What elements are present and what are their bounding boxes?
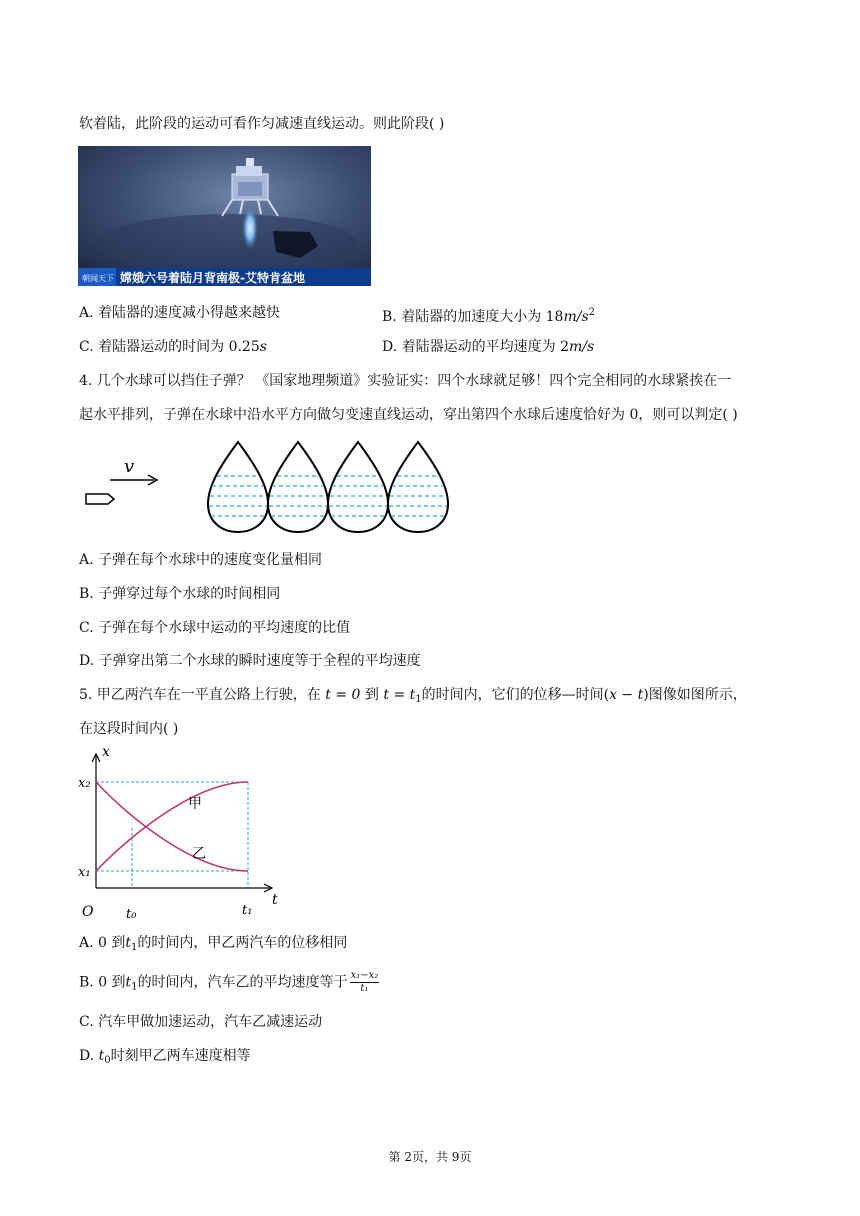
q5-option-d-text1: D.	[79, 1048, 99, 1064]
t1-label: t₁	[242, 903, 253, 918]
q5-option-c: C. 汽车甲做加速运动，汽车乙减速运动	[79, 1014, 323, 1030]
t0-label: t₀	[126, 907, 137, 922]
q4-option-a: A. 子弹在每个水球中的速度变化量相同	[79, 552, 323, 568]
x-axis-label: x	[102, 744, 110, 760]
x1-label: x₁	[78, 865, 91, 880]
q3-option-b	[382, 303, 595, 327]
xt-graph	[74, 742, 284, 922]
bullet-icon	[86, 494, 114, 504]
q5-stem-line2: 在这段时间内( )	[79, 721, 179, 737]
q5-stem-line1	[79, 685, 747, 710]
q3-option-d-unit: m/s	[568, 339, 595, 355]
fraction-denominator: t₁	[360, 983, 369, 994]
fraction-numerator: x₁−x₂	[350, 970, 379, 981]
q5-stem-text-c: 的时间内，它们的位移—时间(	[421, 687, 610, 703]
q5-option-b-sub: 1	[131, 981, 138, 993]
guide-lines	[96, 782, 248, 888]
q3-option-a: A. 着陆器的速度减小得越来越快	[79, 305, 281, 321]
caption-logo: 朝闻天下	[82, 274, 114, 283]
q5-option-d-sub: 0	[104, 1055, 111, 1066]
q5-option-d-t: t	[98, 1048, 105, 1064]
t-axis-label: t	[272, 892, 278, 908]
q5-option-a-t: t	[125, 935, 132, 951]
q5-option-d-text2: 时刻甲乙两车速度相等	[110, 1048, 251, 1064]
q3-option-c-text: C. 着陆器运动的时间为 0.25	[79, 339, 260, 355]
q5-t-t1: t = t	[383, 687, 416, 703]
q3-option-d	[382, 337, 594, 357]
page-footer: 第 2页，共 9页	[388, 1150, 472, 1164]
lander-photo	[78, 146, 371, 286]
q5-option-b	[79, 970, 379, 998]
jia-label: 甲	[188, 796, 202, 812]
q5-option-b-t: t	[125, 974, 132, 991]
q4-option-b: B. 子弹穿过每个水球的时间相同	[79, 586, 281, 602]
q5-option-d	[79, 1046, 251, 1071]
photo-caption: 嫦娥六号着陆月背南极-艾特肯盆地	[120, 271, 305, 285]
q3-option-d-text: D. 着陆器运动的平均速度为 2	[382, 339, 569, 355]
q5-t1-sub: 1	[415, 694, 422, 705]
q3-option-b-text: B. 着陆器的加速度大小为 18	[382, 309, 564, 325]
q4-stem-line2: 起水平排列，子弹在水球中沿水平方向做匀变速直线运动，穿出第四个水球后速度恰好为 0，则可以判定( )	[79, 407, 738, 423]
q4-option-c: C. 子弹在每个水球中运动的平均速度的比值	[79, 620, 351, 636]
yi-label: 乙	[192, 846, 206, 862]
q5-option-a	[79, 933, 347, 958]
q3-option-b-exp: 2	[588, 307, 596, 318]
q5-stem-text-a: 5. 甲乙两汽车在一平直公路上行驶，在	[79, 687, 326, 703]
q5-x-minus-t: x − t	[609, 687, 644, 703]
q3-option-c	[79, 337, 267, 357]
q3-option-c-unit: s	[259, 339, 267, 355]
q5-stem-text-d: )图像如图所示，	[643, 687, 747, 703]
water-balloons	[208, 442, 448, 532]
intro-text: 软着陆，此阶段的运动可看作匀减速直线运动。则此阶段( )	[79, 116, 445, 132]
q5-option-a-text2: 的时间内，甲乙两汽车的位移相同	[137, 935, 348, 951]
velocity-label: v	[124, 456, 135, 477]
q5-option-b-fraction	[350, 970, 380, 995]
lander-image	[78, 146, 371, 286]
water-balloon-figure	[78, 436, 458, 538]
curve-yi	[96, 782, 248, 871]
q5-option-a-text1: A. 0 到	[79, 935, 126, 951]
x2-label: x₂	[78, 776, 91, 791]
origin-label: O	[82, 904, 94, 920]
curve-jia	[96, 782, 248, 871]
q5-option-b-text1: B. 0 到	[79, 974, 126, 991]
q5-option-a-sub: 1	[131, 942, 138, 953]
q4-stem-line1: 4. 几个水球可以挡住子弹？ 《国家地理频道》实验证实：四个水球就足够！四个完全相同的水球紧挨在一	[79, 373, 732, 389]
q5-option-b-text2: 的时间内，汽车乙的平均速度等于	[137, 974, 348, 991]
q3-option-b-unit: m/s	[563, 309, 589, 325]
q5-t-zero: t = 0	[325, 687, 361, 703]
q4-option-d: D. 子弹穿出第二个水球的瞬时速度等于全程的平均速度	[79, 653, 421, 669]
q5-stem-text-b: 到	[360, 687, 384, 703]
